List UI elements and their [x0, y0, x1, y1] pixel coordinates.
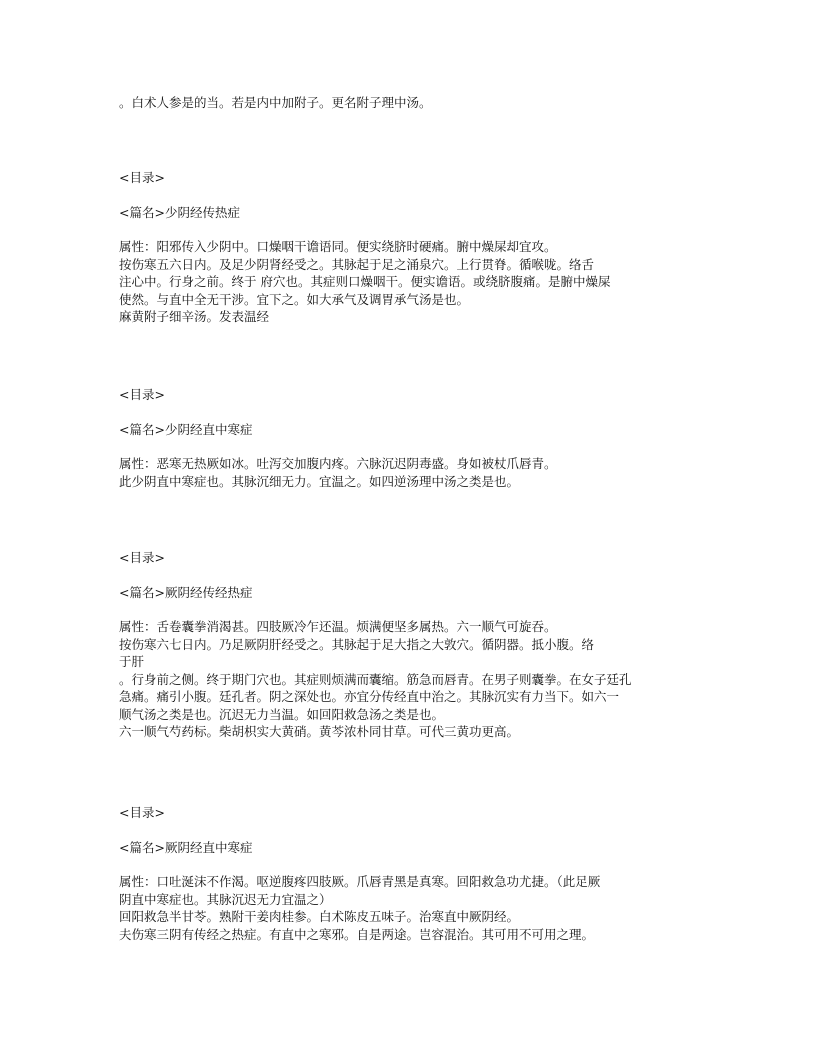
text-line: 。行身前之侧。终于期门穴也。其症则烦满而囊缩。筋急而唇青。在男子则囊拳。在女子廷孔: [119, 671, 632, 687]
section-jueyin-heat: [119, 549, 719, 741]
toc-link[interactable]: <目录>: [119, 805, 165, 820]
text-line: 六一顺气芍药标。柴胡枳实大黄硝。黄芩浓朴同甘草。可代三黄功更高。: [119, 724, 520, 739]
intro-paragraph: [119, 94, 719, 112]
text-line: 回阳救急半甘苓。熟附干姜肉桂参。白术陈皮五味子。治寒直中厥阴经。: [119, 909, 520, 924]
section-jueyin-cold: [119, 804, 719, 943]
section-shaoyin-heat: [119, 169, 719, 326]
toc-link[interactable]: <目录>: [119, 550, 165, 565]
section-body: [119, 873, 719, 943]
text-line: 属性：口吐涎沫不作渴。呕逆腹疼四肢厥。爪唇青黑是真寒。回阳救急功尤捷。（此足厥: [119, 874, 601, 889]
toc-link[interactable]: <目录>: [119, 387, 165, 402]
text-line: 属性：舌卷囊拳消渴甚。四肢厥冷乍还温。烦满便坚多属热。六一顺气可旋吞。: [119, 619, 557, 634]
section-title: <篇名>厥阴经直中寒症: [119, 839, 253, 855]
section-title: <篇名>少阴经传热症: [119, 204, 240, 220]
text-line: 夫伤寒三阴有传经之热症。有直中之寒邪。自是两途。岂容混治。其可用不可用之理。: [119, 926, 595, 942]
text-line: 。白术人参是的当。若是内中加附子。更名附子理中汤。: [119, 95, 432, 110]
text-line: 属性：恶寒无热厥如冰。吐泻交加腹内疼。六脉沉迟阴毒盛。身如被杖爪唇青。: [119, 456, 557, 471]
section-body: [119, 618, 719, 741]
toc-link[interactable]: <目录>: [119, 170, 165, 185]
text-line: 此少阴直中寒症也。其脉沉细无力。宜温之。如四逆汤理中汤之类是也。: [119, 473, 520, 489]
text-line: 于肝: [119, 654, 145, 669]
text-line: 阴直中寒症也。其脉沉迟无力宜温之）: [119, 891, 332, 907]
text-line: 急痛。痛引小腹。廷孔者。阴之深处也。亦宜分传经直中治之。其脉沉实有力当下。如六一: [119, 689, 620, 704]
text-line: 按伤寒六七日内。乃足厥阴肝经受之。其脉起于足大指之大敦穴。循阴器。抵小腹。络: [119, 636, 595, 652]
section-body: [119, 455, 719, 490]
text-line: 注心中。行身之前。终于 府穴也。其症则口燥咽干。便实谵语。或绕脐腹痛。是腑中燥屎: [119, 274, 611, 289]
section-title: <篇名>少阴经直中寒症: [119, 421, 253, 437]
text-line: 顺气汤之类是也。沉迟无力当温。如回阳救急汤之类是也。: [119, 706, 445, 722]
section-shaoyin-cold: [119, 386, 719, 490]
text-line: 按伤寒五六日内。及足少阴肾经受之。其脉起于足之涌泉穴。上行贯脊。循喉咙。络舌: [119, 256, 595, 272]
section-body: [119, 238, 719, 326]
section-title: <篇名>厥阴经传经热症: [119, 584, 253, 600]
text-line: 使然。与直中全无干涉。宜下之。如大承气及调胃承气汤是也。: [119, 291, 470, 307]
text-line: 麻黄附子细辛汤。发表温经: [119, 309, 270, 324]
text-line: 属性：阳邪传入少阴中。口燥咽干谵语同。便实绕脐时硬痛。腑中燥屎却宜攻。: [119, 239, 557, 254]
